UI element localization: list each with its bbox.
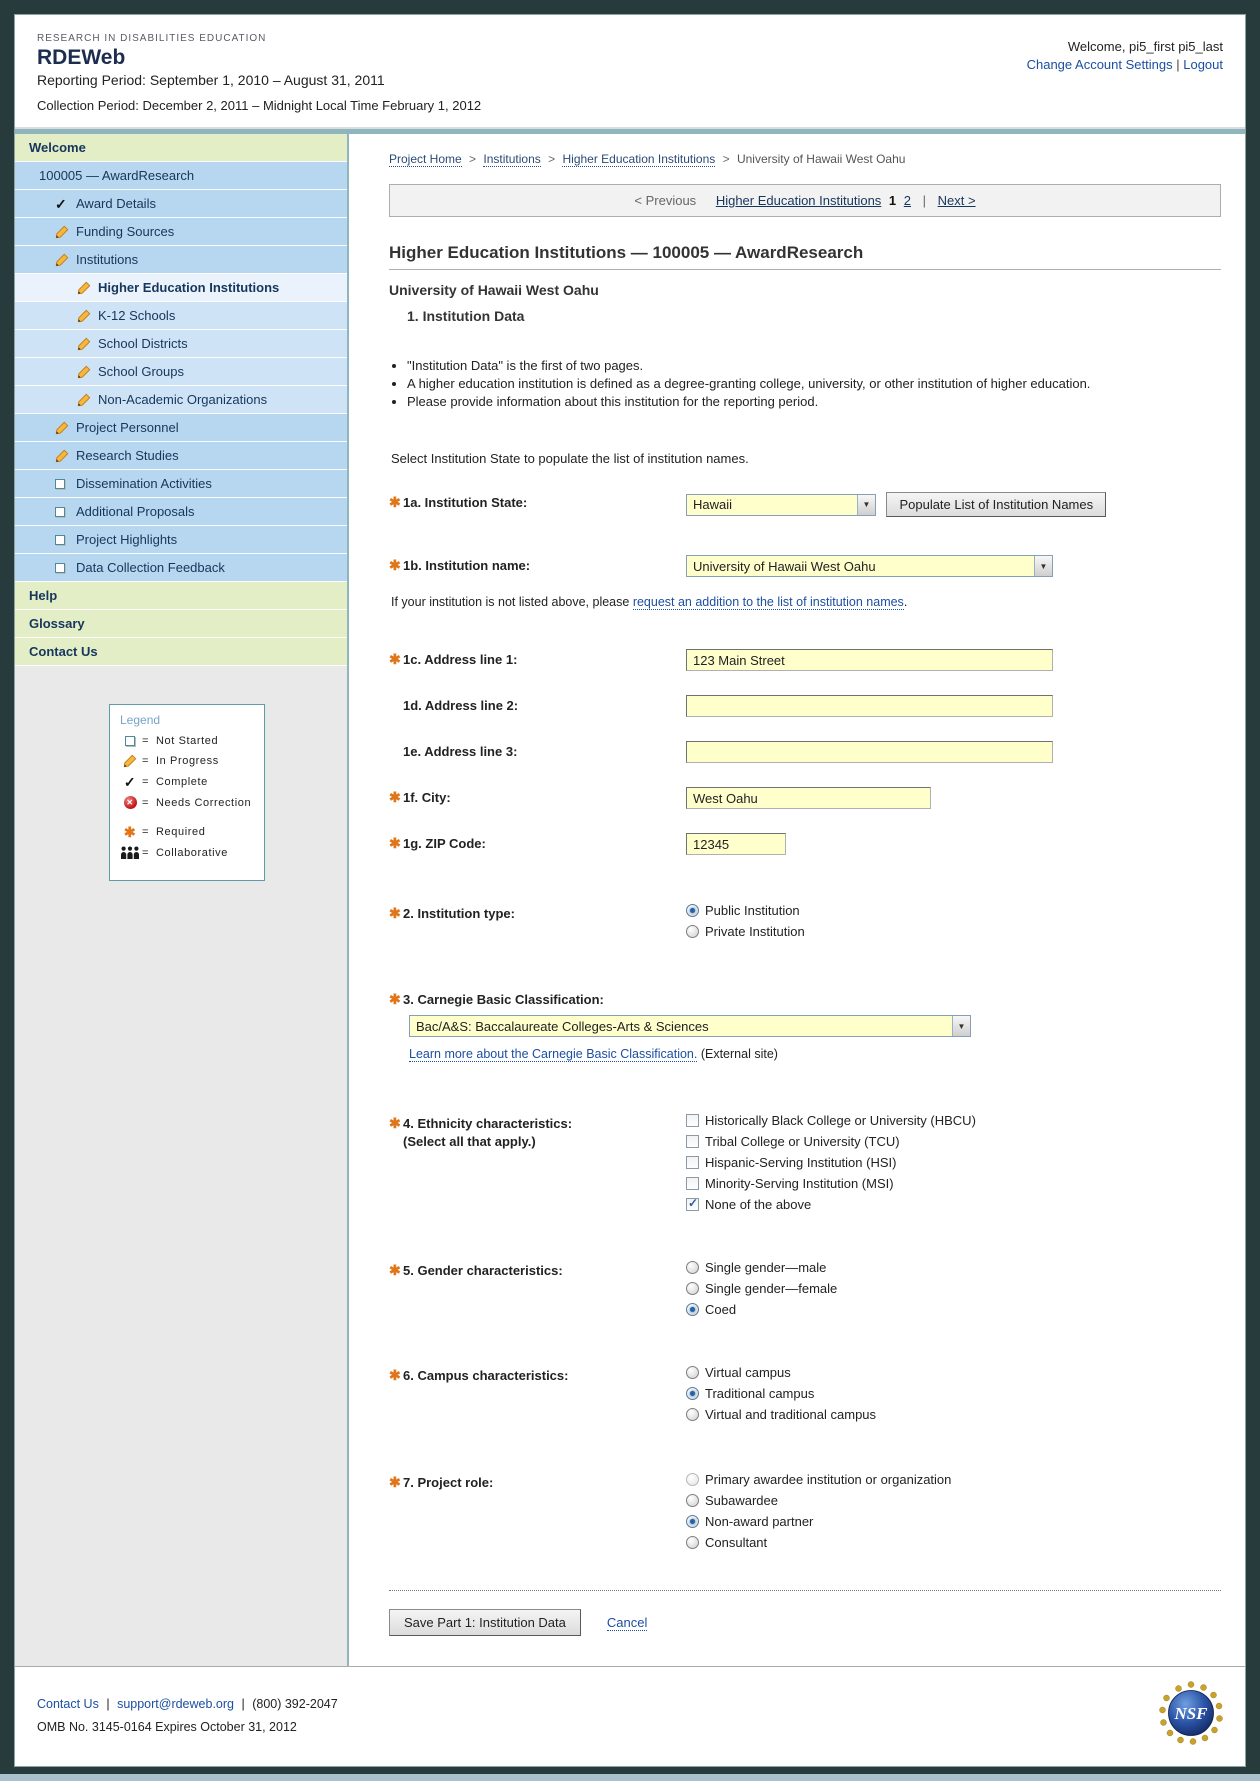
sidebar-lower-area (15, 666, 347, 1666)
carnegie-learn-more: Learn more about the Carnegie Basic Classification. (External site) (409, 1047, 778, 1061)
radio-option-virtual-and-traditional-campus[interactable]: Virtual and traditional campus (686, 1407, 1221, 1422)
in-progress-icon (77, 393, 94, 407)
logout-link[interactable]: Logout (1183, 57, 1223, 72)
institution-state-select[interactable]: Hawaii ▼ (686, 494, 876, 516)
sidebar-item-school-districts[interactable]: School Districts (15, 330, 347, 358)
form-separator (389, 1590, 1221, 1591)
section-heading: 1. Institution Data (407, 308, 525, 324)
chevron-down-icon: ▼ (857, 495, 875, 515)
radio-icon[interactable] (686, 1261, 699, 1274)
address-line-1-input[interactable] (686, 649, 1053, 671)
checkbox-icon[interactable] (686, 1135, 699, 1148)
populate-institution-names-button[interactable]: Populate List of Institution Names (886, 492, 1106, 517)
complete-icon: ✓ (55, 195, 67, 212)
sidebar-item-award-details[interactable]: ✓ Award Details (15, 190, 347, 218)
legend-title: Legend (120, 713, 161, 727)
field-label: 1b. Institution name: (403, 558, 531, 573)
field-row-ethnicity (389, 1113, 1221, 1218)
field-label: 4. Ethnicity characteristics: (403, 1116, 573, 1131)
field-row-project-role (389, 1472, 1221, 1556)
field-row-institution-state (389, 492, 1221, 517)
breadcrumb-institutions-link[interactable]: Institutions (483, 152, 541, 166)
radio-icon[interactable] (686, 1282, 699, 1295)
legend-row-not-started: = Not Started (120, 735, 256, 747)
field-row-institution-type (389, 903, 1221, 945)
app-title: RDEWeb (37, 46, 126, 69)
sidebar-item-contact-us[interactable]: Contact Us (15, 638, 347, 666)
not-started-icon (55, 479, 72, 489)
zip-code-input[interactable] (686, 833, 786, 855)
footer-text: Contact Us | support@rdeweb.org | (800) 392-2047 OMB No. 3145-0164 Expires October 31, 2012 (37, 1697, 338, 1734)
sidebar-item-welcome[interactable]: Welcome (15, 134, 347, 162)
footer-contact-us-link[interactable]: Contact Us (37, 1697, 99, 1711)
field-row-gender (389, 1260, 1221, 1323)
bullet-item: • A higher education institution is defined as a degree-granting college, university, or other institution of higher education. (407, 376, 1221, 391)
carnegie-learn-more-link[interactable]: Learn more about the Carnegie Basic Classification. (409, 1047, 698, 1061)
field-label: 3. Carnegie Basic Classification: (403, 992, 604, 1007)
legend-row-required: ✱ = Required (120, 825, 256, 839)
radio-option-subawardee[interactable]: Subawardee (686, 1493, 1221, 1508)
field-label: 7. Project role: (403, 1475, 494, 1490)
required-icon: ✱ (389, 494, 401, 510)
required-icon: ✱ (389, 905, 401, 921)
chevron-down-icon: ▼ (952, 1016, 970, 1036)
sidebar-item-help[interactable]: Help (15, 582, 347, 610)
header-right (1027, 33, 1223, 113)
required-icon: ✱ (389, 557, 401, 573)
institution-not-listed-note: If your institution is not listed above, please request an addition to the list of institution names. (391, 595, 908, 609)
sidebar (15, 134, 349, 1666)
city-input[interactable] (686, 787, 931, 809)
nsf-logo (1159, 1681, 1223, 1750)
sidebar-item-higher-education-institutions[interactable]: Higher Education Institutions (15, 274, 347, 302)
required-icon: ✱ (389, 1367, 401, 1383)
form-actions (389, 1609, 1221, 1636)
field-label: 2. Institution type: (403, 906, 515, 921)
previous-page-control: < Previous (634, 193, 697, 208)
required-icon: ✱ (389, 651, 401, 667)
radio-option-public-institution[interactable]: Public Institution (686, 903, 1221, 918)
carnegie-classification-select[interactable]: Bac/A&S: Baccalaureate Colleges-Arts & Sciences ▼ (409, 1015, 971, 1037)
required-icon: ✱ (389, 789, 401, 805)
checkbox-icon[interactable] (686, 1156, 699, 1169)
radio-option-single-gender-female[interactable]: Single gender—female (686, 1281, 1221, 1296)
field-sublabel: (Select all that apply.) (403, 1134, 536, 1149)
page-frame (14, 14, 1246, 1767)
legend-row-complete: ✓ = Complete (120, 775, 256, 789)
account-links (1027, 57, 1223, 72)
header-divider-band (15, 127, 1245, 134)
request-addition-link[interactable]: request an addition to the list of institution names (632, 595, 904, 609)
chevron-down-icon: ▼ (1034, 556, 1052, 576)
breadcrumb-current: University of Hawaii West Oahu (736, 152, 906, 166)
radio-disabled-icon (686, 1473, 699, 1486)
checkbox-option-hsi[interactable]: Hispanic-Serving Institution (HSI) (686, 1155, 1221, 1170)
radio-icon[interactable] (686, 925, 699, 938)
pagination-current-page: 1 (888, 193, 897, 208)
sidebar-item-glossary[interactable]: Glossary (15, 610, 347, 638)
institution-name-select[interactable]: University of Hawaii West Oahu ▼ (686, 555, 1053, 577)
intro-bullets (407, 358, 1221, 409)
checkbox-icon[interactable] (686, 1114, 699, 1127)
field-row-carnegie (389, 989, 1221, 1061)
not-started-icon (120, 736, 140, 746)
breadcrumb-higher-education-link[interactable]: Higher Education Institutions (562, 152, 716, 166)
in-progress-icon (77, 309, 94, 323)
link-divider: | (1176, 57, 1180, 72)
field-label: 1c. Address line 1: (403, 652, 518, 667)
state-instruction-text: Select Institution State to populate the list of institution names. (391, 451, 749, 466)
required-icon: ✱ (123, 824, 137, 840)
header-left (37, 33, 481, 113)
address-line-3-input[interactable] (686, 741, 1053, 763)
checkbox-checked-icon[interactable] (686, 1198, 699, 1211)
sidebar-item-k12-schools[interactable]: K-12 Schools (15, 302, 347, 330)
required-icon: ✱ (389, 1115, 401, 1131)
radio-icon[interactable] (686, 1515, 699, 1528)
sidebar-item-data-collection-feedback[interactable]: Data Collection Feedback (15, 554, 347, 582)
program-eyebrow: RESEARCH IN DISABILITIES EDUCATION (37, 33, 267, 44)
radio-icon[interactable] (686, 1303, 699, 1316)
app-header (15, 15, 1245, 127)
svg-text:NSF: NSF (1174, 1704, 1208, 1723)
radio-option-virtual-campus[interactable]: Virtual campus (686, 1365, 1221, 1380)
radio-option-coed[interactable]: Coed (686, 1302, 1221, 1317)
field-row-address-3 (389, 741, 1221, 763)
breadcrumb-project-home-link[interactable]: Project Home (389, 152, 462, 166)
legend-row-collaborative: = Collaborative (120, 846, 256, 859)
in-progress-icon (55, 449, 72, 463)
radio-icon[interactable] (686, 1408, 699, 1421)
in-progress-icon (55, 421, 72, 435)
checkbox-option-none-of-the-above[interactable]: ✓ None of the above (686, 1197, 1221, 1212)
field-label: 1g. ZIP Code: (403, 836, 486, 851)
welcome-text: Welcome, pi5_first pi5_last (1067, 39, 1223, 54)
institution-name-heading: University of Hawaii West Oahu (389, 282, 599, 298)
address-line-2-input[interactable] (686, 695, 1053, 717)
radio-option-single-gender-male[interactable]: Single gender—male (686, 1260, 1221, 1275)
required-icon: ✱ (389, 835, 401, 851)
save-part-1-button[interactable]: Save Part 1: Institution Data (389, 1609, 581, 1636)
collaborative-icon (120, 846, 140, 859)
collection-period: Collection Period: December 2, 2011 – Midnight Local Time February 1, 2012 (37, 98, 482, 113)
checkbox-option-msi[interactable]: Minority-Serving Institution (MSI) (686, 1176, 1221, 1191)
radio-icon[interactable] (686, 1494, 699, 1507)
field-label: 6. Campus characteristics: (403, 1368, 569, 1383)
in-progress-icon (55, 225, 72, 239)
checkbox-option-hbcu[interactable]: Historically Black College or University (HBCU) (686, 1113, 1221, 1128)
required-icon: ✱ (389, 1262, 401, 1278)
sidebar-item-dissemination-activities[interactable]: Dissemination Activities (15, 470, 347, 498)
sidebar-item-award[interactable]: 100005 — AwardResearch (15, 162, 347, 190)
page-title: Higher Education Institutions — 100005 — AwardResearch (389, 243, 1221, 270)
main-content (349, 134, 1245, 1666)
radio-option-traditional-campus[interactable]: Traditional campus (686, 1386, 1221, 1401)
radio-icon[interactable] (686, 1536, 699, 1549)
checkbox-option-tcu[interactable]: Tribal College or University (TCU) (686, 1134, 1221, 1149)
sidebar-item-school-groups[interactable]: School Groups (15, 358, 347, 386)
bullet-item: • Please provide information about this institution for the reporting period. (407, 394, 1221, 409)
breadcrumb: Project Home > Institutions > Higher Education Institutions > University of Hawaii West Oahu (389, 152, 906, 166)
radio-option-private-institution[interactable]: Private Institution (686, 924, 1221, 939)
field-row-campus (389, 1365, 1221, 1428)
in-progress-icon (77, 365, 94, 379)
field-label: 5. Gender characteristics: (403, 1263, 563, 1278)
radio-icon[interactable] (686, 1387, 699, 1400)
not-started-icon (55, 563, 72, 573)
field-label: 1e. Address line 3: (403, 744, 518, 759)
radio-option-consultant[interactable]: Consultant (686, 1535, 1221, 1550)
in-progress-icon (55, 253, 72, 267)
support-email-link[interactable]: support@rdeweb.org (117, 1697, 234, 1711)
cancel-link[interactable]: Cancel (606, 1614, 648, 1630)
radio-option-primary-awardee[interactable]: Primary awardee institution or organization (686, 1472, 1221, 1487)
in-progress-icon (77, 337, 94, 351)
legend-row-needs-correction: ✕ = Needs Correction (120, 796, 256, 809)
sidebar-item-additional-proposals[interactable]: Additional Proposals (15, 498, 347, 526)
field-row-address-2 (389, 695, 1221, 717)
pagination-section-link[interactable]: Higher Education Institutions (715, 193, 882, 208)
in-progress-icon (120, 754, 140, 768)
sidebar-item-project-personnel[interactable]: Project Personnel (15, 414, 347, 442)
radio-icon[interactable] (686, 1366, 699, 1379)
field-label: 1f. City: (403, 790, 451, 805)
field-row-institution-name (389, 555, 1221, 577)
bullet-item: • "Institution Data" is the first of two pages. (407, 358, 1221, 373)
legend-box (109, 704, 265, 881)
field-row-city (389, 787, 1221, 809)
field-row-zip (389, 833, 1221, 855)
pagination-bar: < Previous Higher Education Institutions 1 2 | Next > (389, 184, 1221, 217)
field-label: 1d. Address line 2: (403, 698, 519, 713)
needs-correction-icon: ✕ (120, 796, 140, 809)
next-page-link[interactable]: Next > (937, 193, 976, 208)
field-label: 1a. Institution State: (403, 495, 528, 510)
field-row-address-1 (389, 649, 1221, 671)
change-account-settings-link[interactable]: Change Account Settings (1026, 57, 1173, 72)
not-started-icon (55, 535, 72, 545)
omb-number: OMB No. 3145-0164 Expires October 31, 2012 (37, 1720, 297, 1734)
required-icon: ✱ (389, 991, 401, 1007)
pagination-page-2-link[interactable]: 2 (903, 193, 912, 208)
complete-icon: ✓ (123, 774, 137, 790)
reporting-period: Reporting Period: September 1, 2010 – August 31, 2011 (37, 72, 385, 88)
bottom-strip (0, 1774, 1260, 1781)
institution-data-form (389, 492, 1221, 1636)
in-progress-icon (77, 281, 94, 295)
sidebar-item-non-academic-organizations[interactable]: Non-Academic Organizations (15, 386, 347, 414)
radio-icon[interactable] (686, 904, 699, 917)
sidebar-item-institutions[interactable]: Institutions (15, 246, 347, 274)
sidebar-item-project-highlights[interactable]: Project Highlights (15, 526, 347, 554)
legend-row-in-progress: = In Progress (120, 754, 256, 768)
sidebar-item-research-studies[interactable]: Research Studies (15, 442, 347, 470)
support-phone: (800) 392-2047 (252, 1697, 338, 1711)
radio-option-non-award-partner[interactable]: Non-award partner (686, 1514, 1221, 1529)
required-icon: ✱ (389, 1474, 401, 1490)
checkbox-icon[interactable] (686, 1177, 699, 1190)
page-footer (15, 1666, 1245, 1766)
sidebar-item-funding-sources[interactable]: Funding Sources (15, 218, 347, 246)
not-started-icon (55, 507, 72, 517)
